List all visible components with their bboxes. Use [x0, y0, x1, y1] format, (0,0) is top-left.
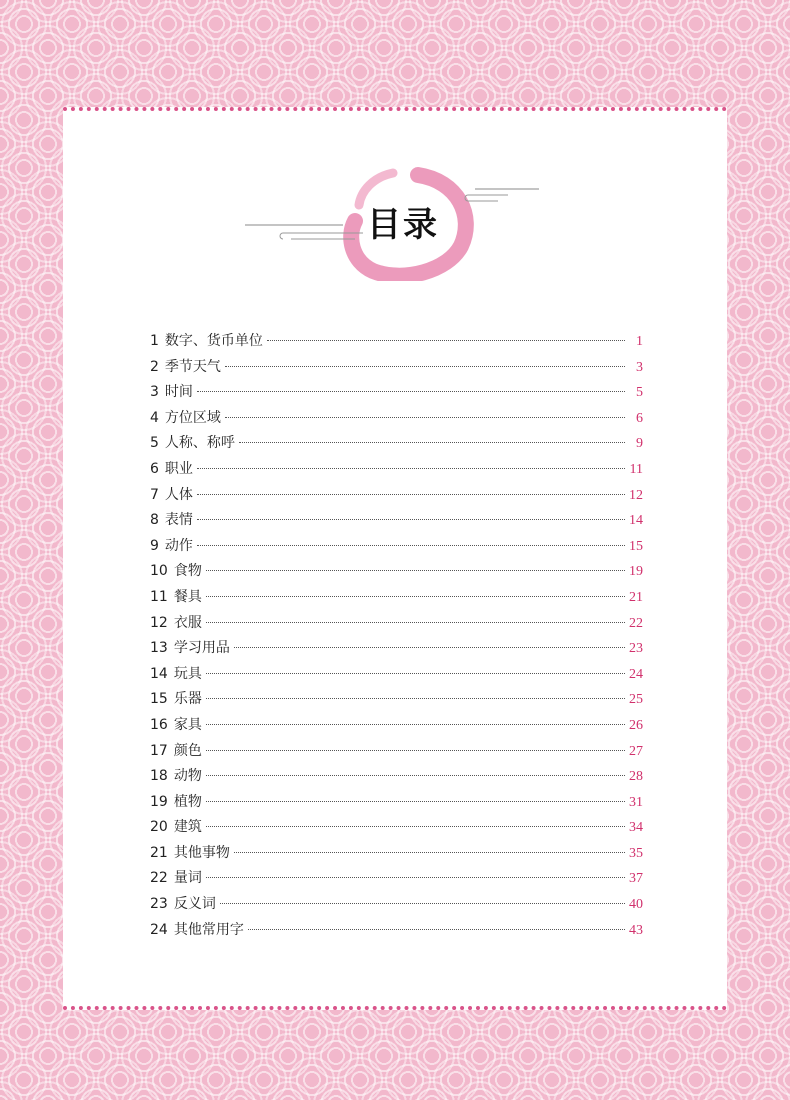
- toc-entry-number: 18: [150, 768, 168, 785]
- toc-entry[interactable]: [150, 406, 643, 432]
- toc-entry-number: 5: [150, 435, 159, 452]
- toc-entry-page: 15: [629, 538, 643, 554]
- toc-entry[interactable]: [150, 611, 643, 637]
- toc-entry-title: [150, 329, 263, 355]
- toc-entry-number: 6: [150, 460, 159, 477]
- toc-entry-number: 4: [150, 409, 159, 426]
- toc-entry-number: 16: [150, 716, 168, 733]
- toc-entry-page: 3: [636, 359, 643, 375]
- dot-leader: [197, 545, 625, 546]
- dot-leader: [206, 596, 625, 597]
- toc-entry-label: 人体: [164, 486, 193, 503]
- toc-entry-title: [150, 559, 202, 585]
- toc-entry-number: 11: [150, 588, 168, 605]
- toc-entry[interactable]: [150, 739, 643, 765]
- toc-entry-title: [150, 866, 202, 892]
- toc-entry-page: 25: [629, 692, 643, 708]
- toc-entry-page: 43: [629, 922, 643, 938]
- toc-entry-page: 28: [629, 769, 643, 785]
- toc-entry[interactable]: [150, 764, 643, 790]
- toc-entry-number: 19: [150, 793, 168, 810]
- toc-entry-page: 19: [629, 564, 643, 580]
- toc-entry[interactable]: [150, 662, 643, 688]
- toc-entry-page: 40: [629, 897, 643, 913]
- toc-entry-page: 5: [636, 385, 643, 401]
- toc-entry-number: 12: [150, 614, 168, 631]
- toc-entry-number: 15: [150, 691, 168, 708]
- toc-entry[interactable]: [150, 483, 643, 509]
- toc-entry-number: 22: [150, 870, 168, 887]
- toc-entry-number: 21: [150, 844, 168, 861]
- toc-entry-label: 量词: [173, 870, 202, 887]
- toc-entry[interactable]: [150, 329, 643, 355]
- toc-entry-label: 食物: [173, 563, 202, 580]
- toc-entry[interactable]: [150, 790, 643, 816]
- toc-entry-title: [150, 739, 202, 765]
- toc-entry-title: [150, 534, 193, 560]
- toc-entry-label: 其他常用字: [173, 921, 244, 938]
- toc-entry-label: 动作: [164, 537, 193, 554]
- toc-entry-title: [150, 431, 235, 457]
- toc-entry-label: 方位区域: [164, 409, 221, 426]
- toc-entry[interactable]: [150, 892, 643, 918]
- dot-leader: [225, 417, 625, 418]
- toc-entry-page: 14: [629, 513, 643, 529]
- toc-entry-title: [150, 790, 202, 816]
- toc-entry[interactable]: [150, 815, 643, 841]
- toc-entry-number: 3: [150, 384, 159, 401]
- toc-entry-label: 季节天气: [164, 358, 221, 375]
- toc-entry-title: [150, 406, 221, 432]
- toc-entry-label: 颜色: [173, 742, 202, 759]
- toc-entry-number: 13: [150, 640, 168, 657]
- toc-entry-number: 8: [150, 512, 159, 529]
- toc-entry-page: 34: [629, 820, 643, 836]
- toc-entry-page: 12: [629, 487, 643, 503]
- toc-entry-title: [150, 508, 193, 534]
- toc-entry-title: [150, 662, 202, 688]
- dot-leader: [206, 750, 625, 751]
- toc-entry[interactable]: [150, 355, 643, 381]
- toc-entry[interactable]: [150, 866, 643, 892]
- dot-leader: [225, 366, 625, 367]
- toc-entry-label: 学习用品: [173, 640, 230, 657]
- toc-entry-page: 37: [629, 871, 643, 887]
- toc-entry-title: [150, 764, 202, 790]
- toc-entry-label: 植物: [173, 793, 202, 810]
- dot-leader: [206, 673, 625, 674]
- toc-entry[interactable]: [150, 585, 643, 611]
- dot-leader: [206, 570, 625, 571]
- dot-leader: [248, 929, 625, 930]
- toc-entry-number: 24: [150, 921, 168, 938]
- dot-leader: [197, 391, 625, 392]
- toc-entry-title: [150, 815, 202, 841]
- toc-entry-page: 9: [636, 436, 643, 452]
- toc-entry-label: 餐具: [173, 588, 202, 605]
- toc-entry-label: 玩具: [173, 665, 202, 682]
- dot-leader: [206, 698, 625, 699]
- toc-entry[interactable]: [150, 457, 643, 483]
- dot-leader: [267, 340, 625, 341]
- dot-leader: [234, 852, 625, 853]
- toc-entry-number: 20: [150, 819, 168, 836]
- toc-entry-label: 乐器: [173, 691, 202, 708]
- dot-leader: [206, 622, 625, 623]
- dot-leader: [206, 877, 625, 878]
- content-panel: [63, 107, 727, 1010]
- toc-entry-number: 10: [150, 563, 168, 580]
- dot-leader: [239, 442, 625, 443]
- dot-leader: [206, 724, 625, 725]
- toc-entry[interactable]: [150, 380, 643, 406]
- toc-entry-page: 21: [629, 589, 643, 605]
- toc-entry[interactable]: [150, 431, 643, 457]
- toc-entry-page: 6: [636, 410, 643, 426]
- toc-entry-label: 表情: [164, 512, 193, 529]
- toc-entry-number: 9: [150, 537, 159, 554]
- toc-entry-page: 24: [629, 666, 643, 682]
- toc-entry-title: [150, 713, 202, 739]
- toc-entry-title: [150, 380, 193, 406]
- toc-entry-title: [150, 687, 202, 713]
- toc-entry-title: [150, 585, 202, 611]
- toc-entry-label: 家具: [173, 716, 202, 733]
- toc-entry-label: 职业: [164, 460, 193, 477]
- toc-entry-page: 22: [629, 615, 643, 631]
- toc-entry[interactable]: [150, 508, 643, 534]
- dot-leader: [197, 519, 625, 520]
- toc-entry-page: 11: [629, 461, 643, 477]
- toc-entry[interactable]: [150, 534, 643, 560]
- title-decoration: [243, 161, 543, 281]
- dot-leader: [206, 826, 625, 827]
- toc-entry-label: 人称、称呼: [164, 435, 235, 452]
- dot-leader: [234, 647, 625, 648]
- toc-entry[interactable]: [150, 841, 643, 867]
- toc-entry-number: 1: [150, 333, 159, 349]
- toc-entry-label: 时间: [164, 384, 193, 401]
- toc-entry-page: 31: [629, 794, 643, 810]
- toc-entry-title: [150, 611, 202, 637]
- toc-entry[interactable]: [150, 687, 643, 713]
- page-title: 目录: [367, 205, 439, 245]
- toc-entry-page: 26: [629, 717, 643, 733]
- toc-entry-page: 1: [636, 334, 643, 349]
- toc-entry-page: 27: [629, 743, 643, 759]
- table-of-contents: [150, 329, 643, 943]
- toc-entry-number: 7: [150, 486, 159, 503]
- toc-entry-label: 反义词: [173, 896, 216, 913]
- toc-entry-title: [150, 636, 230, 662]
- toc-entry-title: [150, 355, 221, 381]
- toc-entry-number: 17: [150, 742, 168, 759]
- dot-leader: [220, 903, 625, 904]
- toc-entry[interactable]: [150, 559, 643, 585]
- toc-entry-label: 数字、货币单位: [164, 333, 263, 349]
- toc-entry-label: 建筑: [173, 819, 202, 836]
- toc-entry[interactable]: [150, 636, 643, 662]
- toc-entry[interactable]: [150, 713, 643, 739]
- dot-leader: [197, 468, 625, 469]
- toc-entry-number: 14: [150, 665, 168, 682]
- dot-leader: [197, 494, 625, 495]
- toc-entry-title: [150, 841, 230, 867]
- toc-entry-page: 23: [629, 641, 643, 657]
- toc-entry-title: [150, 457, 193, 483]
- toc-entry-number: 2: [150, 358, 159, 375]
- toc-entry-title: [150, 483, 193, 509]
- toc-entry-number: 23: [150, 896, 168, 913]
- toc-entry-title: [150, 918, 244, 944]
- toc-entry-label: 动物: [173, 768, 202, 785]
- toc-entry-page: 35: [629, 845, 643, 861]
- toc-entry-title: [150, 892, 216, 918]
- dot-leader: [206, 775, 625, 776]
- toc-entry[interactable]: [150, 918, 643, 944]
- toc-entry-label: 衣服: [173, 614, 202, 631]
- toc-entry-label: 其他事物: [173, 844, 230, 861]
- dot-leader: [206, 801, 625, 802]
